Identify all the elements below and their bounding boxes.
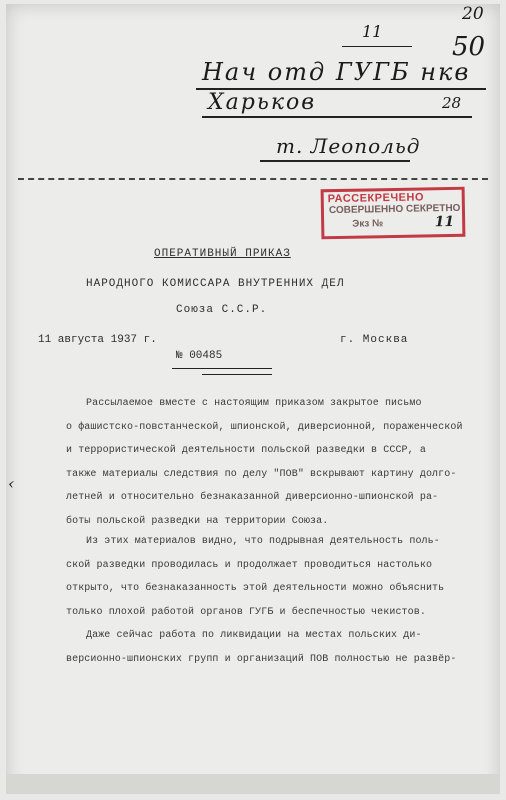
- paragraph-2: [66, 530, 486, 671]
- handwritten-number-right: 28: [442, 94, 462, 112]
- declassified-stamp: [321, 187, 466, 240]
- text-line: только плохой работой органов ГУГБ и беспечностью чекистов.: [66, 606, 426, 618]
- stamp-copy-label: Экз №: [352, 218, 384, 230]
- handwritten-recipient: т. Леопольд: [276, 134, 421, 158]
- handwritten-fragment: 50: [452, 32, 486, 62]
- text-line: и террористической деятельности польской разведки в СССР, а: [66, 445, 426, 456]
- handwritten-underline-3: [260, 160, 410, 162]
- number-underline-2: [202, 374, 272, 375]
- text-line: Рассылаемое вместе с настоящим приказом закрытое письмо: [86, 398, 422, 409]
- handwritten-addressee: Нач отд ГУГБ нкв: [202, 58, 471, 86]
- handwritten-underline-2: [202, 116, 472, 118]
- order-city: г. Москва: [340, 334, 409, 346]
- stamp-title: РАССЕКРЕЧЕНО: [327, 191, 425, 206]
- text-line: Даже сейчас работа по ликвидации на местах польских ди-: [86, 630, 422, 641]
- order-number: № 00485: [176, 350, 223, 362]
- order-title: ОПЕРАТИВНЫЙ ПРИКАЗ: [154, 248, 291, 260]
- text-line: ской разведки проводилась и продолжает проводиться настолько: [66, 559, 433, 571]
- text-line: Из этих материалов видно, что подрывная деятельность поль-: [86, 536, 440, 547]
- order-date: 11 августа 1937 г.: [38, 334, 157, 346]
- paragraph-1: [66, 392, 486, 533]
- order-subtitle: НАРОДНОГО КОМИССАРА ВНУТРЕННИХ ДЕЛ: [86, 278, 345, 290]
- order-union: Союза С.С.Р.: [176, 304, 268, 316]
- separator-line: [18, 178, 488, 180]
- text-line: боты польской разведки на территории Союза.: [66, 515, 329, 527]
- document-page: [6, 4, 500, 794]
- stamp-copy-number: 11: [434, 213, 455, 231]
- text-line: версионно-шпионских групп и организаций ПОВ полностью не развёр-: [66, 653, 457, 665]
- stamp-secrecy: СОВЕРШЕННО СЕКРЕТНО: [328, 202, 461, 217]
- number-underline: [172, 368, 272, 369]
- handwritten-rule: [342, 46, 412, 47]
- handwritten-number: 11: [362, 22, 383, 41]
- text-line: летней и относительно безнаказанной диверсионно-шпионской ра-: [66, 492, 439, 503]
- text-line: о фашистско-повстанческой, шпионской, диверсионной, пораженческой: [66, 421, 463, 433]
- page-number: 20: [462, 4, 484, 24]
- margin-mark: ‹: [8, 474, 15, 493]
- handwritten-city: Харьков: [208, 90, 317, 115]
- scan-bottom-edge: [6, 774, 500, 794]
- text-line: открыто, что безнаказанность этой деятельности можно объяснить: [66, 583, 445, 594]
- text-line: также материалы следствия по делу "ПОВ" вскрывают картину долго-: [66, 468, 457, 480]
